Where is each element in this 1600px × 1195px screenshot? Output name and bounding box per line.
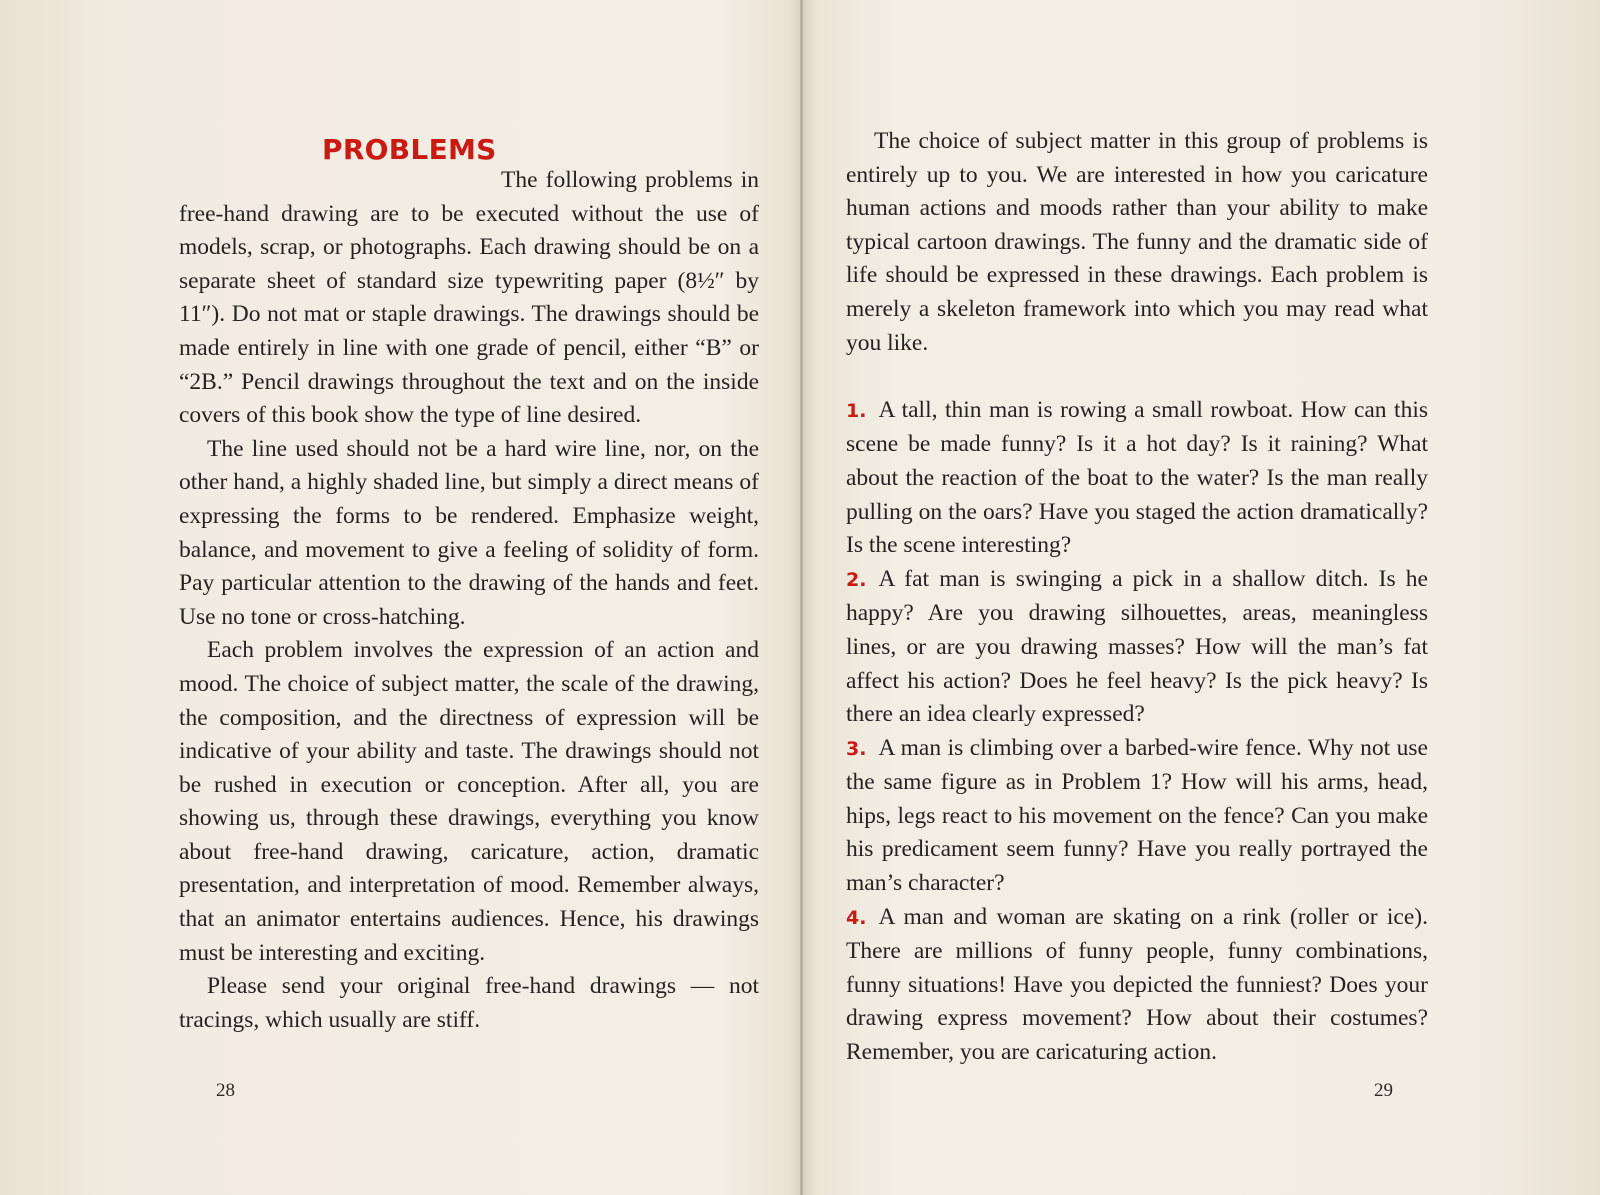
problem-text: A tall, thin man is rowing a small rowboat. How can this scene be made funny? Is it a hot day? Is it raining? What about the reaction of the boat to the water? Is the man really pulling on the oars? Have you staged the action dramatically? Is the scene interesting? bbox=[846, 396, 1428, 559]
problem-item bbox=[846, 563, 1428, 732]
problem-text: A fat man is swinging a pick in a shallow ditch. Is he happy? Are you drawing silhouettes, areas, meaningless lines, or are you drawing masses? How will the man’s fat affect his action? Does he feel heavy? Is the pick heavy? Is there an idea clearly expressed? bbox=[846, 565, 1428, 728]
problem-item bbox=[846, 394, 1428, 563]
problem-number: 2. bbox=[846, 568, 867, 591]
problem-number: 4. bbox=[846, 906, 867, 929]
page-number: 28 bbox=[216, 1080, 235, 1101]
right-page-text bbox=[846, 125, 1428, 1070]
paragraph: The following problems in free-hand drawing are to be executed without the use of models, scrap, or photographs. Each drawing should be on a separate sheet of standard size typewriting paper (8½″ by 11″). Do not mat or staple drawings. The drawings should be made entirely in line with one grade of pencil, either “B” or “2B.” Pencil drawings throughout the text and on the inside covers of this book show the type of line desired. bbox=[179, 167, 759, 429]
problem-text: A man is climbing over a barbed-wire fence. Why not use the same figure as in Problem 1? How will his arms, head, hips, legs react to his movement on the fence? Can you make his predicament seem funny? Have you really portrayed the man’s character? bbox=[846, 734, 1428, 897]
problem-number: 1. bbox=[846, 399, 867, 422]
paragraph: Please send your original free-hand drawings — not tracings, which usually are stiff. bbox=[179, 973, 759, 1033]
problem-number: 3. bbox=[846, 737, 867, 760]
intro-paragraph: The choice of subject matter in this group of problems is entirely up to you. We are interested in how you caricature human actions and moods rather than your ability to make typical cartoon drawings. The funny and the dramatic side of life should be expressed in these drawings. Each problem is merely a skeleton framework into which you may read what you like. bbox=[846, 128, 1428, 356]
page-heading: PROBLEMS bbox=[322, 133, 497, 166]
problem-item bbox=[846, 901, 1428, 1070]
page-number: 29 bbox=[1374, 1080, 1393, 1101]
problem-text: A man and woman are skating on a rink (roller or ice). There are millions of funny people, funny combinations, funny situations! Have you depicted the funniest? Does your drawing express movement? How about their costumes? Remember, you are caricaturing action. bbox=[846, 903, 1428, 1066]
problem-item bbox=[846, 732, 1428, 901]
paragraph-spacer bbox=[846, 360, 1428, 394]
right-page bbox=[803, 0, 1600, 1195]
paragraph: Each problem involves the expression of an action and mood. The choice of subject matter, the scale of the drawing, the composition, and the directness of expression will be indicative of your ability and taste. The drawings should not be rushed in execution or conception. After all, you are showing us, through these drawings, everything you know about free-hand drawing, caricature, action, dramatic presentation, and interpretation of mood. Remember always, that an animator entertains audiences. Hence, his drawings must be interesting and exciting. bbox=[179, 637, 759, 966]
left-page-text bbox=[179, 164, 759, 1037]
paragraph: The line used should not be a hard wire line, nor, on the other hand, a highly shaded line, but simply a direct means of expressing the forms to be rendered. Emphasize weight, balance, and movement to give a feeling of solidity of form. Pay particular attention to the drawing of the hands and feet. Use no tone or cross-hatching. bbox=[179, 435, 759, 630]
